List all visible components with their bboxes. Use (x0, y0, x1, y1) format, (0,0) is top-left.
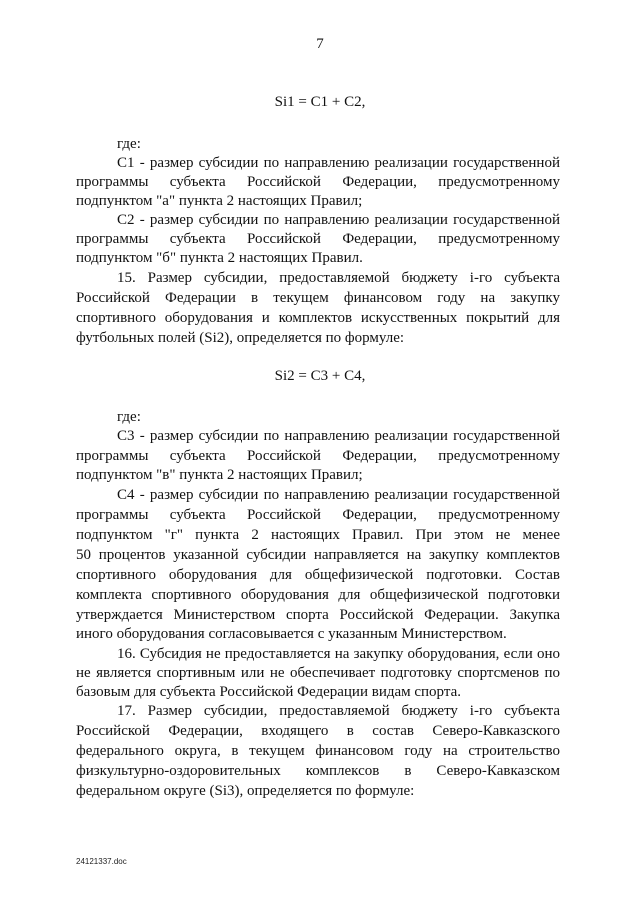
text-line: подпунктом "г" пункта 2 настоящих Правил. При этом не менее (76, 527, 560, 543)
text-line: C2 - размер субсидии по направлению реализации государственной (117, 212, 560, 228)
text-line: комплекта спортивного оборудования для общефизической подготовки (76, 587, 560, 603)
text-line: подпунктом "а" пункта 2 настоящих Правил; (76, 193, 363, 209)
formula-si1: Si1 = C1 + C2, (274, 94, 366, 110)
text-line: федеральном округе (Si3), определяется по формуле: (76, 783, 415, 799)
text-line: не является спортивным или не обеспечивает подготовку спортсменов по (76, 665, 560, 681)
text-line: программы субъекта Российской Федерации, предусмотренному (76, 448, 560, 464)
text-line: 17. Размер субсидии, предоставляемой бюджету i-го субъекта (117, 703, 560, 719)
text-line: программы субъекта Российской Федерации, предусмотренному (76, 174, 560, 190)
text-line: программы субъекта Российской Федерации, предусмотренному (76, 507, 560, 523)
text-line: программы субъекта Российской Федерации, предусмотренному (76, 231, 560, 247)
text-line: базовым для субъекта Российской Федерации видам спорта. (76, 684, 462, 700)
text-line: физкультурно-оздоровительных комплексов в Северо-Кавказском (76, 763, 560, 779)
text-line: спортивного оборудования для общефизической подготовки. Состав (76, 567, 560, 583)
text-line: 16. Субсидия не предоставляется на закупку оборудования, если оно (117, 646, 560, 662)
text-line: где: (117, 136, 141, 152)
text-line: Российской Федерации в текущем финансовом году на закупку (76, 290, 560, 306)
text-line: спортивного оборудования и комплектов искусственных покрытий для (76, 310, 560, 326)
text-line: C3 - размер субсидии по направлению реализации государственной (117, 428, 560, 444)
formula-si2: Si2 = C3 + C4, (274, 368, 366, 384)
text-line: C1 - размер субсидии по направлению реализации государственной (117, 155, 560, 171)
text-line: Российской Федерации, входящего в состав Северо-Кавказского (76, 723, 560, 739)
footer-filename: 24121337.doc (76, 857, 127, 866)
text-line: C4 - размер субсидии по направлению реализации государственной (117, 487, 560, 503)
page-number: 7 (316, 36, 324, 52)
text-line: 15. Размер субсидии, предоставляемой бюджету i-го субъекта (117, 270, 560, 286)
text-line: федерального округа, в текущем финансовом году на строительство (76, 743, 560, 759)
text-line: подпунктом "в" пункта 2 настоящих Правил; (76, 467, 363, 483)
text-line: футбольных полей (Si2), определяется по формуле: (76, 330, 405, 346)
text-line: иного оборудования согласовывается с указанным Министерством. (76, 626, 507, 642)
text-line: утверждается Министерством спорта Российской Федерации. Закупка (76, 607, 560, 623)
text-line: где: (117, 409, 141, 425)
text-line: 50 процентов указанной субсидии направляется на закупку комплектов (76, 547, 560, 563)
text-line: подпунктом "б" пункта 2 настоящих Правил. (76, 250, 363, 266)
